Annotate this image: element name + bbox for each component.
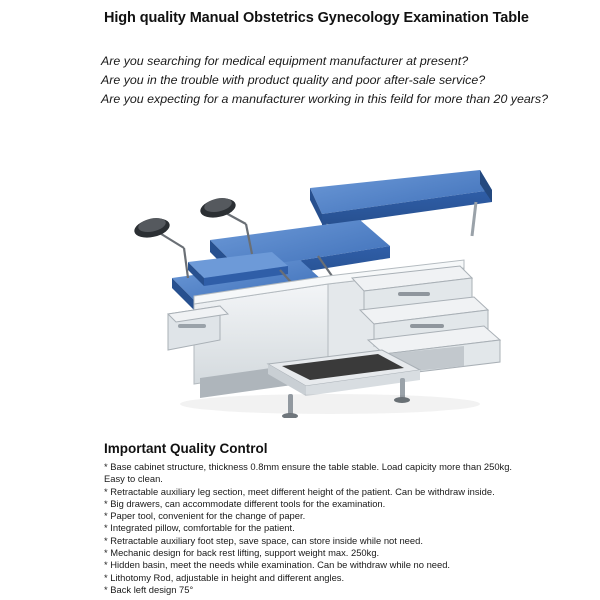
list-item: * Paper tool, convenient for the change of paper. <box>104 510 306 522</box>
stirrup-cups <box>133 195 238 240</box>
list-item: * Base cabinet structure, thickness 0.8mm ensure the table stable. Load capicity more than 250kg. Easy to clean. <box>104 461 513 485</box>
question-line: Are you in the trouble with product quality and poor after-sale service? <box>101 73 486 87</box>
list-item: * Hidden basin, meet the needs while examination. Can be withdraw while no need. <box>104 559 451 571</box>
question-line: Are you searching for medical equipment manufacturer at present? <box>101 54 469 68</box>
list-item: * Integrated pillow, comfortable for the patient. <box>104 522 295 534</box>
list-item: * Big drawers, can accommodate different tools for the examination. <box>104 497 386 509</box>
list-item: * Back left design 75° <box>104 583 194 595</box>
question-line: Are you expecting for a manufacturer working in this feild for more than 20 years? <box>101 92 548 106</box>
section-heading: Important Quality Control <box>104 441 268 456</box>
backrest-section <box>310 170 492 226</box>
page-title: High quality Manual Obstetrics Gynecology Examination Table <box>104 10 529 26</box>
product-image <box>60 128 540 418</box>
list-item: * Retractable auxiliary leg section, meet different height of the patient. Can be withdraw inside. <box>104 485 495 497</box>
list-item: * Mechanic design for back rest lifting, support weight max. 250kg. <box>104 547 380 559</box>
list-item: * Lithotomy Rod, adjustable in height and different angles. <box>104 571 345 583</box>
list-item: * Retractable auxiliary foot step, save space, can store inside while not need. <box>104 534 423 546</box>
quality-control-list <box>104 461 524 596</box>
intro-questions <box>101 52 571 109</box>
examination-table-illustration <box>60 128 540 418</box>
